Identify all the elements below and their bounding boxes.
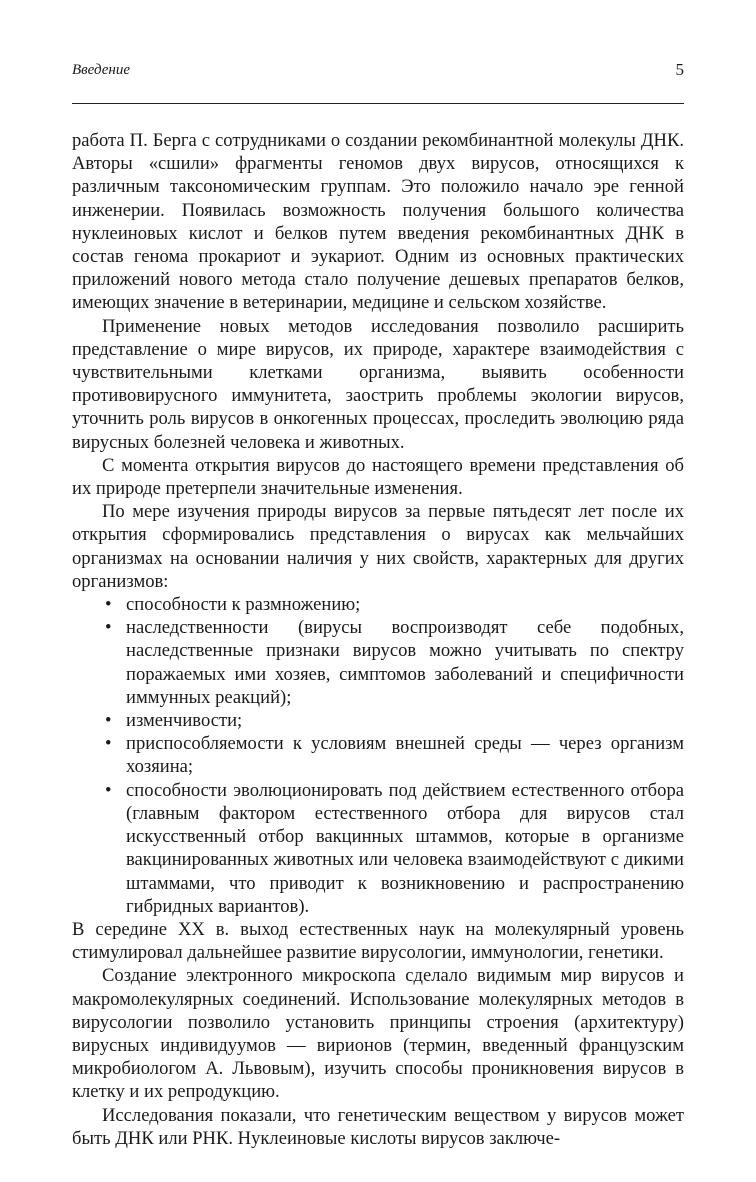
list-item xyxy=(72,779,684,918)
list-item xyxy=(72,593,684,616)
body-text xyxy=(72,129,684,1150)
paragraph: С момента открытия вирусов до настоящего времени представления об их природе претерпели значительные изменения. xyxy=(72,454,684,500)
list-item xyxy=(72,709,684,732)
page-number: 5 xyxy=(675,60,684,79)
list-item-text: приспособляемости к условиям внешней среды — через организм хозяина; xyxy=(126,733,684,778)
paragraph: Применение новых методов исследования позволило расширить представление о мире вирусов, их природе, характере взаимодействия с чувствительными клетками организма, выявить особенности противовирусного иммунитета, заострить проблемы экологии вирусов, уточнить роль вирусов в онкогенных процессах, проследить эволюцию ряда вирусных болезней человека и животных. xyxy=(72,315,684,453)
list-item-text: способности эволюционировать под действием естественного отбора (главным фактором естественного отбора для вирусов стал искусственный отбор вакцинных штаммов, которые в организме вакцинированных животных или человека взаимодействуют с дикими штаммами, что приводит к возникновению и распространению гибридных вариантов). xyxy=(126,779,684,917)
bullet-icon: • xyxy=(105,710,112,732)
bullet-icon: • xyxy=(105,733,112,755)
paragraph: По мере изучения природы вирусов за первые пятьдесят лет после их открытия сформировались представления о вирусах как мельчайших организмах на основании наличия у них свойств, характерных для других организмов: xyxy=(72,501,684,592)
list-item-text: изменчивости; xyxy=(126,710,243,732)
bullet-icon: • xyxy=(105,617,112,639)
paragraph: В середине XX в. выход естественных наук на молекулярный уровень стимулировал дальнейшее развитие вирусологии, иммунологии, генетики. xyxy=(72,918,684,964)
properties-list xyxy=(72,593,684,918)
paragraph: Исследования показали, что генетическим веществом у вирусов может быть ДНК или РНК. Нуклеиновые кислоты вирусов заключе- xyxy=(72,1104,684,1149)
list-item-text: способности к размножению; xyxy=(126,594,361,616)
header-divider xyxy=(72,103,684,104)
list-item-text: наследственности (вирусы воспроизводят себе подобных, наследственные признаки вирусов можно учитывать по спектру поражаемых ими хозяев, симптомов заболеваний и специфичности иммунных реакций); xyxy=(126,617,684,708)
paragraph-continuation: работа П. Берга с сотрудниками о создании рекомбинантной молекулы ДНК. Авторы «сшили» фрагменты геномов двух вирусов, относящихся к различным таксономическим группам. Это положило начало эре генной инженерии. Появилась возможность получения большого количества нуклеиновых кислот и белков путем введения рекомбинантных ДНК в состав генома прокариот и эукариот. Одним из основных практических приложений нового метода стало получение дешевых препаратов белков, имеющих значение в ветеринарии, медицине и сельском хозяйстве. xyxy=(72,130,684,314)
bullet-icon: • xyxy=(105,594,112,616)
running-header xyxy=(72,62,684,92)
list-item xyxy=(72,616,684,709)
bullet-icon: • xyxy=(105,779,112,801)
section-title: Введение xyxy=(72,62,130,78)
paragraph: Создание электронного микроскопа сделало видимым мир вирусов и макромолекулярных соединений. Использование молекулярных методов в вирусологии позволило установить принципы строения (архитектуру) вирусных индивидуумов — вирионов (термин, введенный французским микробиологом А. Львовым), изучить способы проникновения вирусов в клетку и их репродукцию. xyxy=(72,965,684,1103)
list-item xyxy=(72,732,684,778)
